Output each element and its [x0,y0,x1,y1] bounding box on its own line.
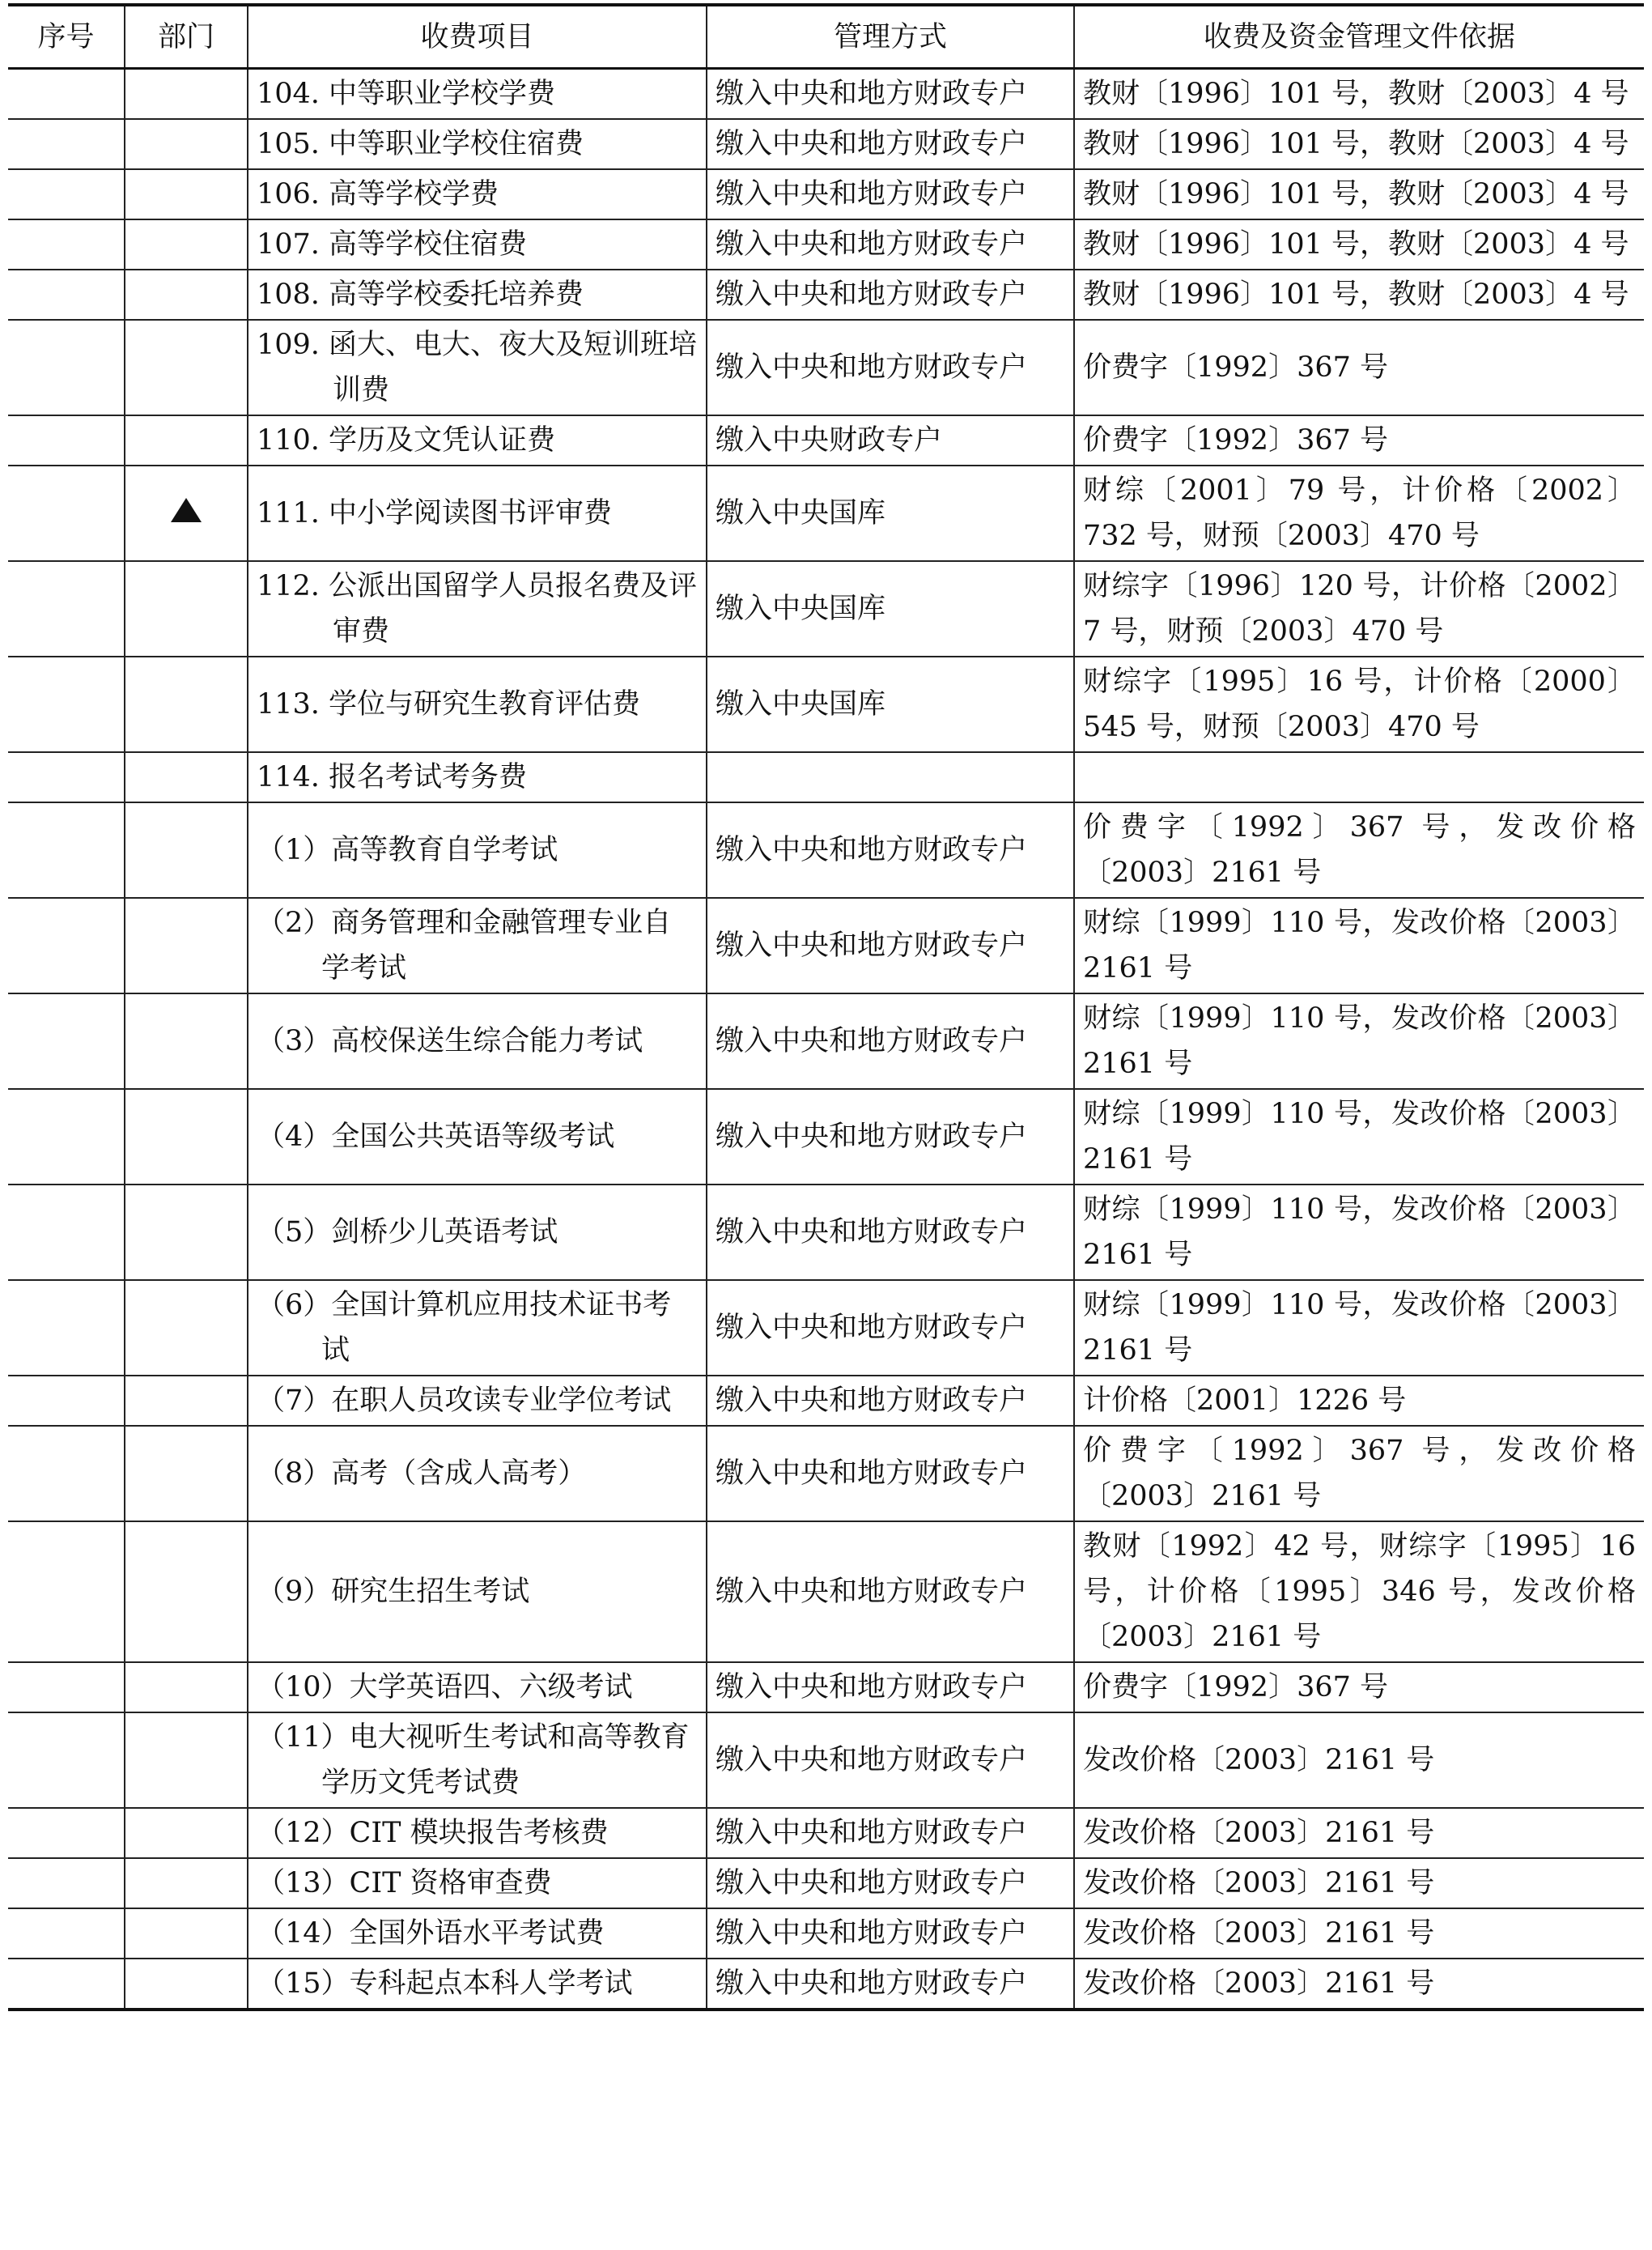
cell-seq [8,993,125,1089]
cell-seq [8,657,125,752]
table-row [8,320,1644,415]
cell-basis: 教财〔1996〕101 号，教财〔2003〕4 号 [1074,219,1644,270]
cell-dept [125,1376,248,1426]
table-row [8,1426,1644,1521]
item-text: 107. 高等学校住宿费 [257,228,528,261]
cell-basis: 价费字〔1992〕367 号 [1074,1662,1644,1712]
cell-mgmt: 缴入中央和地方财政专户 [707,270,1074,320]
item-text: 106. 高等学校学费 [257,178,499,211]
cell-dept [125,1808,248,1858]
item-text: 113. 学位与研究生教育评估费 [257,688,641,721]
cell-seq [8,898,125,993]
cell-basis: 财综〔1999〕110 号，发改价格〔2003〕2161 号 [1074,993,1644,1089]
cell-item [248,320,707,415]
item-text: 110. 学历及文凭认证费 [257,424,556,457]
item-text: （14）全国外语水平考试费 [257,1917,605,1950]
cell-basis: 发改价格〔2003〕2161 号 [1074,1712,1644,1808]
cell-dept [125,1959,248,2010]
cell-basis: 发改价格〔2003〕2161 号 [1074,1808,1644,1858]
header-item: 收费项目 [248,5,707,69]
cell-mgmt: 缴入中央和地方财政专户 [707,320,1074,415]
cell-seq [8,415,125,466]
cell-mgmt: 缴入中央财政专户 [707,415,1074,466]
cell-mgmt: 缴入中央和地方财政专户 [707,1089,1074,1185]
cell-seq [8,320,125,415]
item-text: （2）商务管理和金融管理专业自学考试 [257,907,672,985]
cell-mgmt: 缴入中央和地方财政专户 [707,898,1074,993]
cell-mgmt: 缴入中央和地方财政专户 [707,169,1074,219]
table-row [8,466,1644,561]
cell-item [248,69,707,120]
cell-basis: 教财〔1992〕42 号，财综字〔1995〕16 号，计价格〔1995〕346 号，发改价格〔2003〕2161 号 [1074,1521,1644,1662]
cell-dept [125,415,248,466]
cell-seq [8,561,125,657]
table-row [8,657,1644,752]
cell-item [248,219,707,270]
table-row [8,1280,1644,1376]
cell-seq [8,466,125,561]
cell-item [248,1089,707,1185]
table-row [8,270,1644,320]
cell-dept [125,1521,248,1662]
item-text: （6）全国计算机应用技术证书考试 [257,1289,672,1367]
table-row [8,1662,1644,1712]
cell-item [248,1521,707,1662]
table-row [8,1089,1644,1185]
cell-mgmt: 缴入中央和地方财政专户 [707,69,1074,120]
cell-basis: 财综〔2001〕79 号，计价格〔2002〕732 号，财预〔2003〕470 号 [1074,466,1644,561]
item-text: 108. 高等学校委托培养费 [257,279,584,311]
cell-seq [8,1808,125,1858]
cell-item [248,1959,707,2010]
item-text: （13）CIT 资格审查费 [257,1867,552,1899]
table-row [8,1959,1644,2010]
item-text: （10）大学英语四、六级考试 [257,1671,633,1703]
cell-seq [8,1521,125,1662]
cell-mgmt: 缴入中央和地方财政专户 [707,1521,1074,1662]
cell-dept [125,993,248,1089]
cell-mgmt: 缴入中央和地方财政专户 [707,1858,1074,1908]
cell-dept [125,1089,248,1185]
cell-seq [8,1280,125,1376]
fee-table [8,3,1644,2011]
cell-basis: 发改价格〔2003〕2161 号 [1074,1959,1644,2010]
item-text: （9）研究生招生考试 [257,1576,530,1608]
cell-basis [1074,752,1644,802]
item-text: 105. 中等职业学校住宿费 [257,128,584,160]
cell-seq [8,1089,125,1185]
cell-dept [125,1662,248,1712]
cell-mgmt: 缴入中央国库 [707,657,1074,752]
cell-mgmt: 缴入中央和地方财政专户 [707,1908,1074,1959]
table-row [8,1521,1644,1662]
cell-seq [8,1662,125,1712]
cell-basis: 财综〔1999〕110 号，发改价格〔2003〕2161 号 [1074,1089,1644,1185]
cell-basis: 价费字〔1992〕367 号，发改价格〔2003〕2161 号 [1074,802,1644,898]
header-seq: 序号 [8,5,125,69]
cell-dept [125,466,248,561]
table-row [8,1908,1644,1959]
item-text: （11）电大视听生考试和高等教育学历文凭考试费 [257,1721,690,1799]
cell-seq [8,1376,125,1426]
cell-mgmt: 缴入中央和地方财政专户 [707,1185,1074,1280]
table-row [8,898,1644,993]
cell-seq [8,802,125,898]
cell-seq [8,119,125,169]
cell-item [248,169,707,219]
item-text: 114. 报名考试考务费 [257,761,528,793]
cell-seq [8,1185,125,1280]
cell-seq [8,1426,125,1521]
cell-dept [125,752,248,802]
header-dept: 部门 [125,5,248,69]
table-row [8,1858,1644,1908]
cell-item [248,657,707,752]
cell-basis: 价费字〔1992〕367 号 [1074,320,1644,415]
cell-basis: 财综字〔1996〕120 号，计价格〔2002〕7 号，财预〔2003〕470 号 [1074,561,1644,657]
cell-basis: 计价格〔2001〕1226 号 [1074,1376,1644,1426]
table-row [8,415,1644,466]
cell-seq [8,169,125,219]
cell-dept [125,119,248,169]
cell-dept [125,1858,248,1908]
cell-item [248,1426,707,1521]
cell-mgmt: 缴入中央和地方财政专户 [707,1959,1074,2010]
cell-item [248,1808,707,1858]
cell-seq [8,69,125,120]
table-row [8,1185,1644,1280]
cell-dept [125,802,248,898]
cell-mgmt: 缴入中央和地方财政专户 [707,1712,1074,1808]
cell-item [248,119,707,169]
item-text: 109. 函大、电大、夜大及短训班培训费 [257,329,698,406]
cell-item [248,270,707,320]
cell-item [248,1712,707,1808]
cell-basis: 财综〔1999〕110 号，发改价格〔2003〕2161 号 [1074,898,1644,993]
cell-basis: 财综〔1999〕110 号，发改价格〔2003〕2161 号 [1074,1280,1644,1376]
cell-item [248,993,707,1089]
table-row [8,993,1644,1089]
cell-basis: 教财〔1996〕101 号，教财〔2003〕4 号 [1074,270,1644,320]
cell-seq [8,270,125,320]
cell-basis: 发改价格〔2003〕2161 号 [1074,1908,1644,1959]
cell-basis: 价费字〔1992〕367 号 [1074,415,1644,466]
table-row [8,119,1644,169]
item-text: 104. 中等职业学校学费 [257,78,556,110]
item-text: （7）在职人员攻读专业学位考试 [257,1384,672,1417]
cell-dept [125,657,248,752]
header-basis: 收费及资金管理文件依据 [1074,5,1644,69]
table-row [8,219,1644,270]
cell-seq [8,752,125,802]
cell-dept [125,320,248,415]
cell-dept [125,69,248,120]
item-text: 112. 公派出国留学人员报名费及评审费 [257,570,698,648]
cell-item [248,752,707,802]
cell-dept [125,1185,248,1280]
cell-mgmt: 缴入中央国库 [707,561,1074,657]
cell-seq [8,219,125,270]
table-row [8,69,1644,120]
cell-item [248,1185,707,1280]
cell-mgmt: 缴入中央国库 [707,466,1074,561]
item-text: （1）高等教育自学考试 [257,834,558,866]
cell-mgmt: 缴入中央和地方财政专户 [707,219,1074,270]
cell-basis: 价费字〔1992〕367 号，发改价格〔2003〕2161 号 [1074,1426,1644,1521]
item-text: （8）高考（含成人高考） [257,1457,587,1490]
cell-dept [125,898,248,993]
table-row [8,802,1644,898]
header-mgmt: 管理方式 [707,5,1074,69]
cell-seq [8,1858,125,1908]
cell-item [248,1376,707,1426]
cell-mgmt: 缴入中央和地方财政专户 [707,1808,1074,1858]
cell-basis: 教财〔1996〕101 号，教财〔2003〕4 号 [1074,119,1644,169]
table-row [8,752,1644,802]
cell-basis: 教财〔1996〕101 号，教财〔2003〕4 号 [1074,169,1644,219]
cell-dept [125,1712,248,1808]
item-text: （12）CIT 模块报告考核费 [257,1817,609,1849]
cell-item [248,1662,707,1712]
cell-dept [125,169,248,219]
triangle-marker-icon [171,498,202,522]
cell-dept [125,1426,248,1521]
cell-item [248,1858,707,1908]
cell-dept [125,270,248,320]
table-row [8,169,1644,219]
item-text: 111. 中小学阅读图书评审费 [257,497,613,530]
cell-mgmt: 缴入中央和地方财政专户 [707,1426,1074,1521]
cell-item [248,898,707,993]
cell-dept [125,1908,248,1959]
table-row [8,561,1644,657]
cell-dept [125,1280,248,1376]
table-row [8,1376,1644,1426]
cell-item [248,561,707,657]
item-text: （5）剑桥少儿英语考试 [257,1216,558,1248]
table-body [8,69,1644,2010]
cell-mgmt: 缴入中央和地方财政专户 [707,1280,1074,1376]
cell-basis: 教财〔1996〕101 号，教财〔2003〕4 号 [1074,69,1644,120]
table-row [8,1808,1644,1858]
cell-item [248,1908,707,1959]
cell-dept [125,219,248,270]
cell-mgmt: 缴入中央和地方财政专户 [707,1376,1074,1426]
item-text: （3）高校保送生综合能力考试 [257,1025,643,1057]
cell-mgmt: 缴入中央和地方财政专户 [707,993,1074,1089]
cell-basis: 财综字〔1995〕16 号，计价格〔2000〕545 号，财预〔2003〕470 号 [1074,657,1644,752]
cell-mgmt: 缴入中央和地方财政专户 [707,119,1074,169]
cell-item [248,1280,707,1376]
cell-basis: 财综〔1999〕110 号，发改价格〔2003〕2161 号 [1074,1185,1644,1280]
item-text: （15）专科起点本科人学考试 [257,1967,633,2000]
cell-seq [8,1959,125,2010]
cell-mgmt [707,752,1074,802]
cell-seq [8,1908,125,1959]
cell-item [248,466,707,561]
cell-item [248,415,707,466]
cell-mgmt: 缴入中央和地方财政专户 [707,1662,1074,1712]
item-text: （4）全国公共英语等级考试 [257,1121,615,1153]
cell-mgmt: 缴入中央和地方财政专户 [707,802,1074,898]
cell-seq [8,1712,125,1808]
table-row [8,1712,1644,1808]
cell-item [248,802,707,898]
cell-basis: 发改价格〔2003〕2161 号 [1074,1858,1644,1908]
cell-dept [125,561,248,657]
header-row [8,5,1644,69]
